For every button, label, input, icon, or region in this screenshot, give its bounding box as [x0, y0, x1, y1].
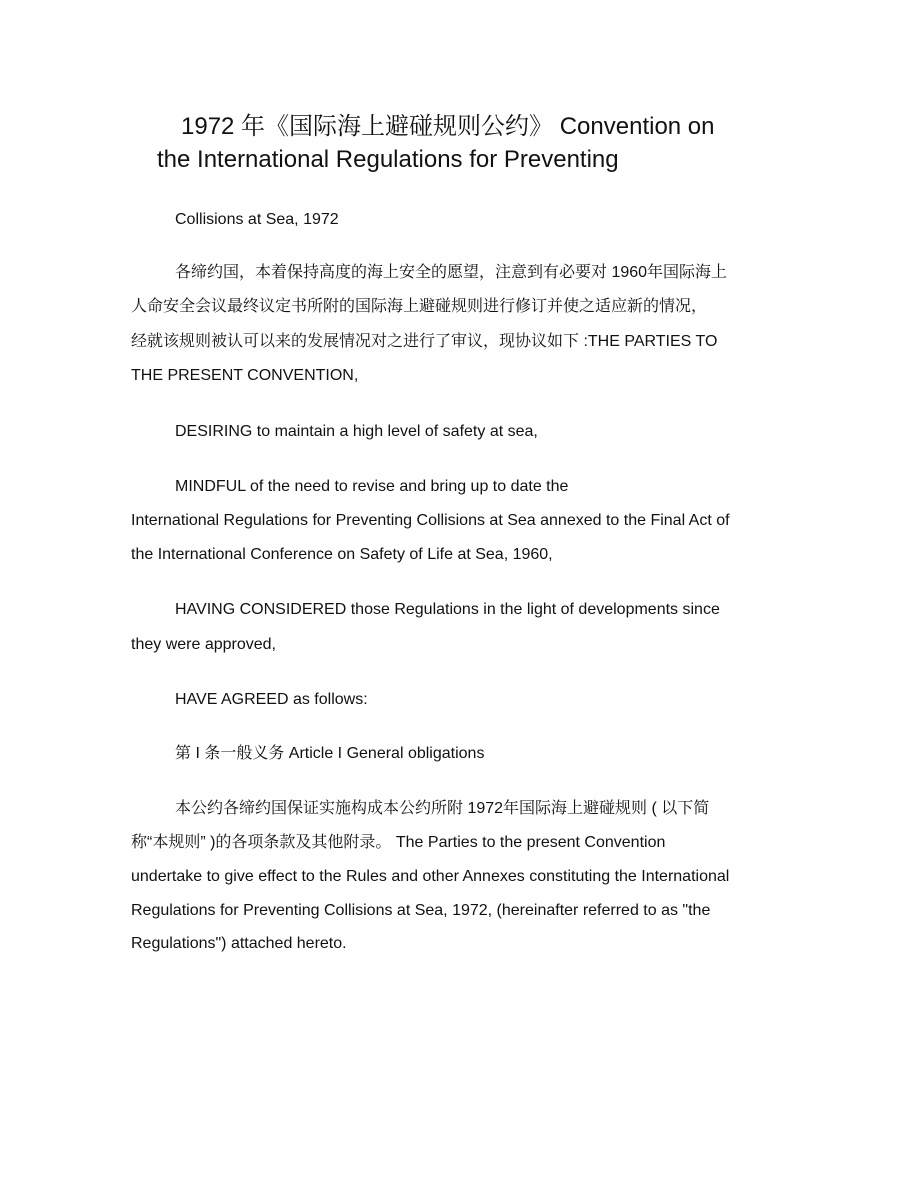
text-line: they were approved, — [131, 636, 276, 653]
text-line: 各缔约国，本着保持高度的海上安全的愿望，注意到有必要对 1960年国际海上 — [175, 264, 728, 281]
text-line: THE PRESENT CONVENTION, — [131, 367, 359, 384]
paragraph-have-agreed: HAVE AGREED as follows: — [175, 691, 368, 708]
subtitle: Collisions at Sea, 1972 — [175, 211, 339, 228]
text-line: Regulations") attached hereto. — [131, 935, 347, 952]
text-line: undertake to give effect to the Rules and other Annexes constituting the International — [131, 868, 730, 885]
title-line-2: the International Regulations for Preventing — [157, 146, 619, 173]
text-line: 经就该规则被认可以来的发展情况对之进行了审议，现协议如下 :THE PARTIES TO — [131, 333, 718, 350]
text-line: Regulations for Preventing Collisions at Sea, 1972, (hereinafter referred to as "the — [131, 902, 711, 919]
text-line: International Regulations for Preventing Collisions at Sea annexed to the Final Act of — [131, 512, 730, 529]
paragraph-desiring: DESIRING to maintain a high level of safety at sea, — [175, 423, 538, 440]
article-heading: 第 I 条一般义务 Article I General obligations — [175, 745, 485, 762]
text-line: MINDFUL of the need to revise and bring up to date the — [175, 478, 569, 495]
title-line-1: 1972 年《国际海上避碰规则公约》 Convention on — [181, 113, 715, 140]
text-line: the International Conference on Safety of Life at Sea, 1960, — [131, 546, 553, 563]
text-line: 称“本规则” )的各项条款及其他附录。 The Parties to the present Convention — [131, 834, 666, 851]
text-line: 人命安全会议最终议定书所附的国际海上避碰规则进行修订并使之适应新的情况， — [131, 298, 708, 315]
text-line: HAVING CONSIDERED those Regulations in the light of developments since — [175, 601, 720, 618]
text-line: 本公约各缔约国保证实施构成本公约所附 1972年国际海上避碰规则 ( 以下简 — [175, 800, 710, 817]
